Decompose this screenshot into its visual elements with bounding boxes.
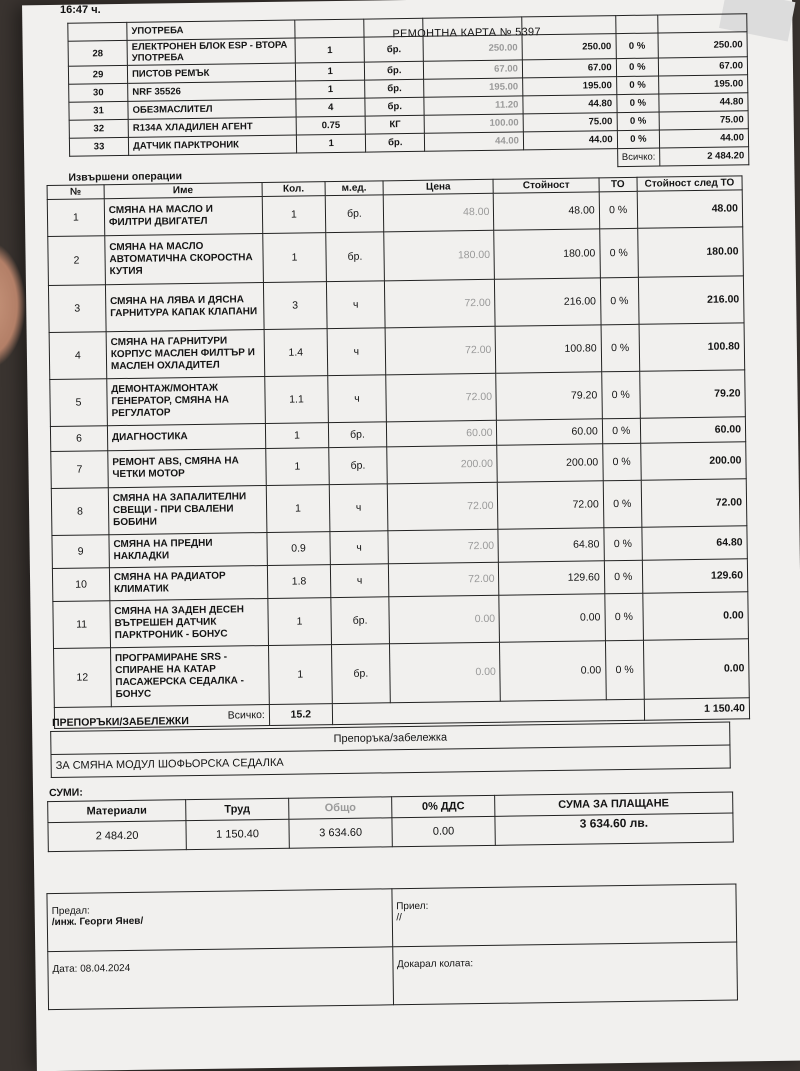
sum-payable-label: СУМА ЗА ПЛАЩАНЕ <box>494 792 733 816</box>
sum-overall-label: Общо <box>289 797 392 819</box>
col-total: Стойност след ТО <box>637 176 743 191</box>
operation-price: 180.00 <box>384 230 495 281</box>
operation-qty: 1 <box>268 598 332 646</box>
operation-name: СМЯНА НА МАСЛО АВТОМАТИЧНА СКОРОСТНА КУТИЯ <box>105 234 264 285</box>
operation-name: ДЕМОНТАЖ/МОНТАЖ ГЕНЕРАТОР, СМЯНА НА РЕГУЛАТОР <box>107 377 266 426</box>
signatures-table <box>46 883 738 1010</box>
material-price: 44.00 <box>425 132 524 151</box>
card-number: РЕМОНТНА КАРТА № 5397 <box>392 26 541 41</box>
material-value: 250.00 <box>522 34 616 60</box>
material-value: 44.80 <box>523 95 617 114</box>
material-total <box>658 14 747 33</box>
material-value: 44.00 <box>523 131 617 150</box>
operation-value: 100.80 <box>496 325 602 373</box>
material-value: 67.00 <box>522 59 616 78</box>
material-price: 195.00 <box>424 78 523 97</box>
operation-total: 200.00 <box>640 442 746 480</box>
material-qty: 1 <box>296 62 365 81</box>
operation-qty: 1 <box>263 233 327 283</box>
material-price: 250.00 <box>423 35 522 61</box>
operation-value: 200.00 <box>497 444 603 482</box>
operation-total: 216.00 <box>638 276 744 324</box>
material-unit <box>364 18 423 37</box>
material-no: 32 <box>69 119 128 138</box>
material-total: 44.00 <box>659 129 748 148</box>
material-vat: 0 % <box>616 94 659 113</box>
operation-name: СМЯНА НА РАДИАТОР КЛИМАТИК <box>109 566 267 601</box>
col-to: ТО <box>599 177 637 192</box>
operation-no: 4 <box>49 332 107 380</box>
operation-to: 0 % <box>601 371 640 419</box>
sum-payable-value: 3 634.60 лв. <box>495 813 734 845</box>
material-qty <box>295 19 364 38</box>
operations-total-label: Всичко: <box>54 704 269 728</box>
operation-unit: ч <box>328 375 387 423</box>
operations-table <box>47 175 751 729</box>
material-unit: бр. <box>365 61 424 80</box>
operations-total-qty: 15.2 <box>269 704 332 726</box>
operation-name: СМЯНА НА ЗАПАЛИТЕЛНИ СВЕЩИ - ПРИ СВАЛЕНИ БОБИНИ <box>108 486 267 535</box>
material-name: ПИСТОВ РЕМЪК <box>127 63 295 83</box>
operation-value: 60.00 <box>497 419 603 445</box>
material-vat: 0 % <box>616 33 659 59</box>
materials-total-value: 2 484.20 <box>660 147 749 166</box>
material-unit: бр. <box>365 97 424 116</box>
handed-name: /инж. Георги Янев/ <box>51 915 144 929</box>
material-qty: 1 <box>295 37 364 63</box>
operation-qty: 1 <box>262 196 326 234</box>
date-label: Дата: 08.04.2024 <box>48 947 393 1010</box>
material-price: 67.00 <box>424 60 523 79</box>
operation-to: 0 % <box>605 593 644 641</box>
operation-unit: бр. <box>326 232 385 282</box>
operations-title: Извършени операции <box>68 170 183 184</box>
operation-no: 9 <box>52 535 109 569</box>
material-unit: бр. <box>365 79 424 98</box>
material-vat <box>615 15 658 34</box>
material-no: 30 <box>69 83 128 102</box>
operation-total: 79.20 <box>639 370 745 418</box>
operation-total: 0.00 <box>643 639 749 699</box>
operation-total: 129.60 <box>642 559 748 593</box>
material-unit: бр. <box>366 133 425 152</box>
operation-price: 48.00 <box>383 193 494 232</box>
operation-price: 72.00 <box>384 279 495 328</box>
operation-value: 79.20 <box>496 372 602 420</box>
material-total: 44.80 <box>659 93 748 112</box>
col-price: Цена <box>383 179 494 195</box>
received-name: // <box>396 912 402 924</box>
operation-value: 129.60 <box>499 561 605 595</box>
operation-unit: ч <box>326 281 385 329</box>
operation-qty: 0.9 <box>267 532 331 566</box>
material-no <box>68 22 127 41</box>
operation-unit: ч <box>330 564 388 598</box>
operation-price: 72.00 <box>385 326 496 375</box>
operation-price: 0.00 <box>389 642 500 703</box>
operation-total: 64.80 <box>642 526 748 560</box>
thumb-photo <box>0 240 26 370</box>
sums-title: СУМИ: <box>48 786 83 800</box>
operation-qty: 1.8 <box>267 565 331 599</box>
operation-value: 0.00 <box>499 594 605 642</box>
operation-name: СМЯНА НА МАСЛО И ФИЛТРИ ДВИГАТЕЛ <box>104 197 262 236</box>
material-no: 31 <box>69 101 128 120</box>
operation-no: 8 <box>51 488 109 536</box>
material-value <box>522 16 616 35</box>
operation-unit: бр. <box>329 447 387 485</box>
operation-value: 64.80 <box>498 528 604 562</box>
operation-to: 0 % <box>602 443 640 481</box>
operation-qty: 3 <box>263 282 327 330</box>
material-vat: 0 % <box>616 76 659 95</box>
repair-card-sheet <box>22 0 800 1071</box>
operation-qty: 1 <box>265 423 329 449</box>
operation-price: 72.00 <box>386 373 497 422</box>
material-name: ЕЛЕКТРОНЕН БЛОК ESP - ВТОРА УПОТРЕБА <box>127 38 295 65</box>
operation-total: 60.00 <box>640 417 746 443</box>
material-unit: бр. <box>364 36 423 62</box>
materials-total-label: Всичко: <box>617 148 660 167</box>
recommendations-title: ПРЕПОРЪКИ/ЗАБЕЛЕЖКИ <box>51 715 189 730</box>
material-no: 29 <box>68 65 127 84</box>
operation-unit: бр. <box>328 422 386 448</box>
operation-price: 72.00 <box>388 562 499 597</box>
material-total: 67.00 <box>658 57 747 76</box>
material-total: 250.00 <box>658 32 747 58</box>
operation-name: ДИАГНОСТИКА <box>107 424 265 451</box>
recommendations-table <box>50 722 731 778</box>
material-qty: 1 <box>296 80 365 99</box>
operation-total: 100.80 <box>639 323 745 371</box>
operation-unit: бр. <box>331 597 390 645</box>
operation-total: 48.00 <box>637 190 743 228</box>
operation-value: 0.00 <box>500 641 606 701</box>
operation-value: 72.00 <box>498 481 604 529</box>
operation-value: 216.00 <box>495 278 601 326</box>
operation-no: 1 <box>47 199 104 237</box>
operation-to: 0 % <box>599 228 638 278</box>
sum-materials-value: 2 484.20 <box>48 821 186 852</box>
operation-unit: бр. <box>325 195 383 233</box>
operation-price: 72.00 <box>387 482 498 531</box>
operation-value: 180.00 <box>494 229 600 279</box>
operation-no: 11 <box>53 601 111 649</box>
material-name: R134А ХЛАДИЛЕН АГЕНТ <box>128 117 296 137</box>
operation-price: 200.00 <box>387 445 498 484</box>
operation-qty: 1 <box>268 645 332 705</box>
material-name: ДАТЧИК ПАРКТРОНИК <box>128 135 296 155</box>
material-name: УПОТРЕБА <box>127 20 295 40</box>
col-qty: Кол. <box>262 182 325 197</box>
material-name: ОБЕЗМАСЛИТЕЛ <box>128 99 296 119</box>
operation-name: ПРОГРАМИРАНЕ SRS - СПИРАНЕ НА КАТАР ПАСАЖЕРСКА СЕДАЛКА - БОНУС <box>110 645 269 706</box>
operation-to: 0 % <box>599 191 637 229</box>
status-time: 16:47 ч. <box>60 4 101 16</box>
col-value: Стойност <box>493 178 598 193</box>
operation-qty: 1 <box>266 485 330 533</box>
operation-no: 2 <box>48 236 106 286</box>
operation-unit: ч <box>330 531 388 565</box>
sum-labour-label: Труд <box>186 798 289 820</box>
material-total: 195.00 <box>659 75 748 94</box>
operation-total: 72.00 <box>641 479 747 527</box>
material-vat: 0 % <box>617 130 660 149</box>
material-price: 100.00 <box>424 114 523 133</box>
operation-price: 60.00 <box>386 420 497 447</box>
material-name: NRF 35526 <box>128 81 296 101</box>
col-name: Име <box>104 183 262 199</box>
material-vat: 0 % <box>616 58 659 77</box>
operation-qty: 1.4 <box>264 329 328 377</box>
operation-to: 0 % <box>600 277 639 325</box>
sum-overall-value: 3 634.60 <box>289 818 393 848</box>
material-no: 33 <box>69 137 128 156</box>
operation-qty: 1 <box>266 448 330 486</box>
operation-unit: ч <box>327 328 386 376</box>
material-qty: 4 <box>296 98 365 117</box>
operation-row <box>54 639 750 708</box>
col-unit: м.ед. <box>325 181 383 196</box>
operation-to: 0 % <box>601 324 640 372</box>
material-price <box>423 17 522 36</box>
brought-label: Докарал колата: <box>392 942 737 1005</box>
operations-total-value: 1 150.40 <box>644 698 750 720</box>
operation-price: 72.00 <box>388 529 499 564</box>
sum-vat-value: 0.00 <box>392 816 495 846</box>
operation-to: 0 % <box>605 640 644 700</box>
material-no: 28 <box>68 40 127 66</box>
material-value: 75.00 <box>523 113 617 132</box>
material-value: 195.00 <box>523 77 617 96</box>
operation-no: 3 <box>48 285 106 333</box>
material-price: 11.20 <box>424 96 523 115</box>
operation-no: 12 <box>54 648 112 708</box>
operation-no: 10 <box>52 568 109 602</box>
operation-price: 0.00 <box>389 595 500 644</box>
operation-value: 48.00 <box>494 192 600 230</box>
materials-table <box>67 13 749 174</box>
col-no: № <box>47 185 104 200</box>
sums-table <box>47 792 734 853</box>
operation-to: 0 % <box>604 560 642 594</box>
operation-qty: 1.1 <box>265 376 329 424</box>
sum-labour-value: 1 150.40 <box>186 819 290 849</box>
operation-name: РЕМОНТ ABS, СМЯНА НА ЧЕТКИ МОТОР <box>108 449 266 488</box>
operation-name: СМЯНА НА ЗАДЕН ДЕСЕН ВЪТРЕШЕН ДАТЧИК ПАРКТРОНИК - БОНУС <box>110 599 269 648</box>
material-qty: 1 <box>297 134 366 153</box>
operation-name: СМЯНА НА ПРЕДНИ НАКЛАДКИ <box>109 533 267 568</box>
received-label: Приел: <box>396 900 429 913</box>
operation-unit: бр. <box>331 644 390 704</box>
recommendation-text: ЗА СМЯНА МОДУЛ ШОФЬОРСКА СЕДАЛКА <box>51 745 730 777</box>
operation-no: 5 <box>50 379 108 427</box>
operation-to: 0 % <box>604 527 642 561</box>
operation-no: 6 <box>50 426 107 452</box>
operation-total: 0.00 <box>642 592 748 640</box>
handed-label: Предал: <box>51 905 90 918</box>
material-total: 75.00 <box>659 111 748 130</box>
recommendations-header: Препоръка/забележка <box>51 722 730 754</box>
operation-to: 0 % <box>602 418 640 444</box>
material-qty: 0.75 <box>296 116 365 135</box>
material-vat: 0 % <box>617 112 660 131</box>
operation-no: 7 <box>51 451 108 489</box>
operation-name: СМЯНА НА ЛЯВА И ДЯСНА ГАРНИТУРА КАПАК КЛАПАНИ <box>105 283 264 332</box>
sum-vat-label: 0% ДДС <box>392 795 495 817</box>
operation-to: 0 % <box>603 480 642 528</box>
operation-name: СМЯНА НА ГАРНИТУРИ КОРПУС МАСЛЕН ФИЛТЪР И МАСЛЕН ОХЛАДИТЕЛ <box>106 330 265 379</box>
operation-unit: ч <box>329 484 388 532</box>
sum-materials-label: Материали <box>48 800 186 823</box>
material-unit: КГ <box>365 115 424 134</box>
operation-total: 180.00 <box>637 227 743 277</box>
